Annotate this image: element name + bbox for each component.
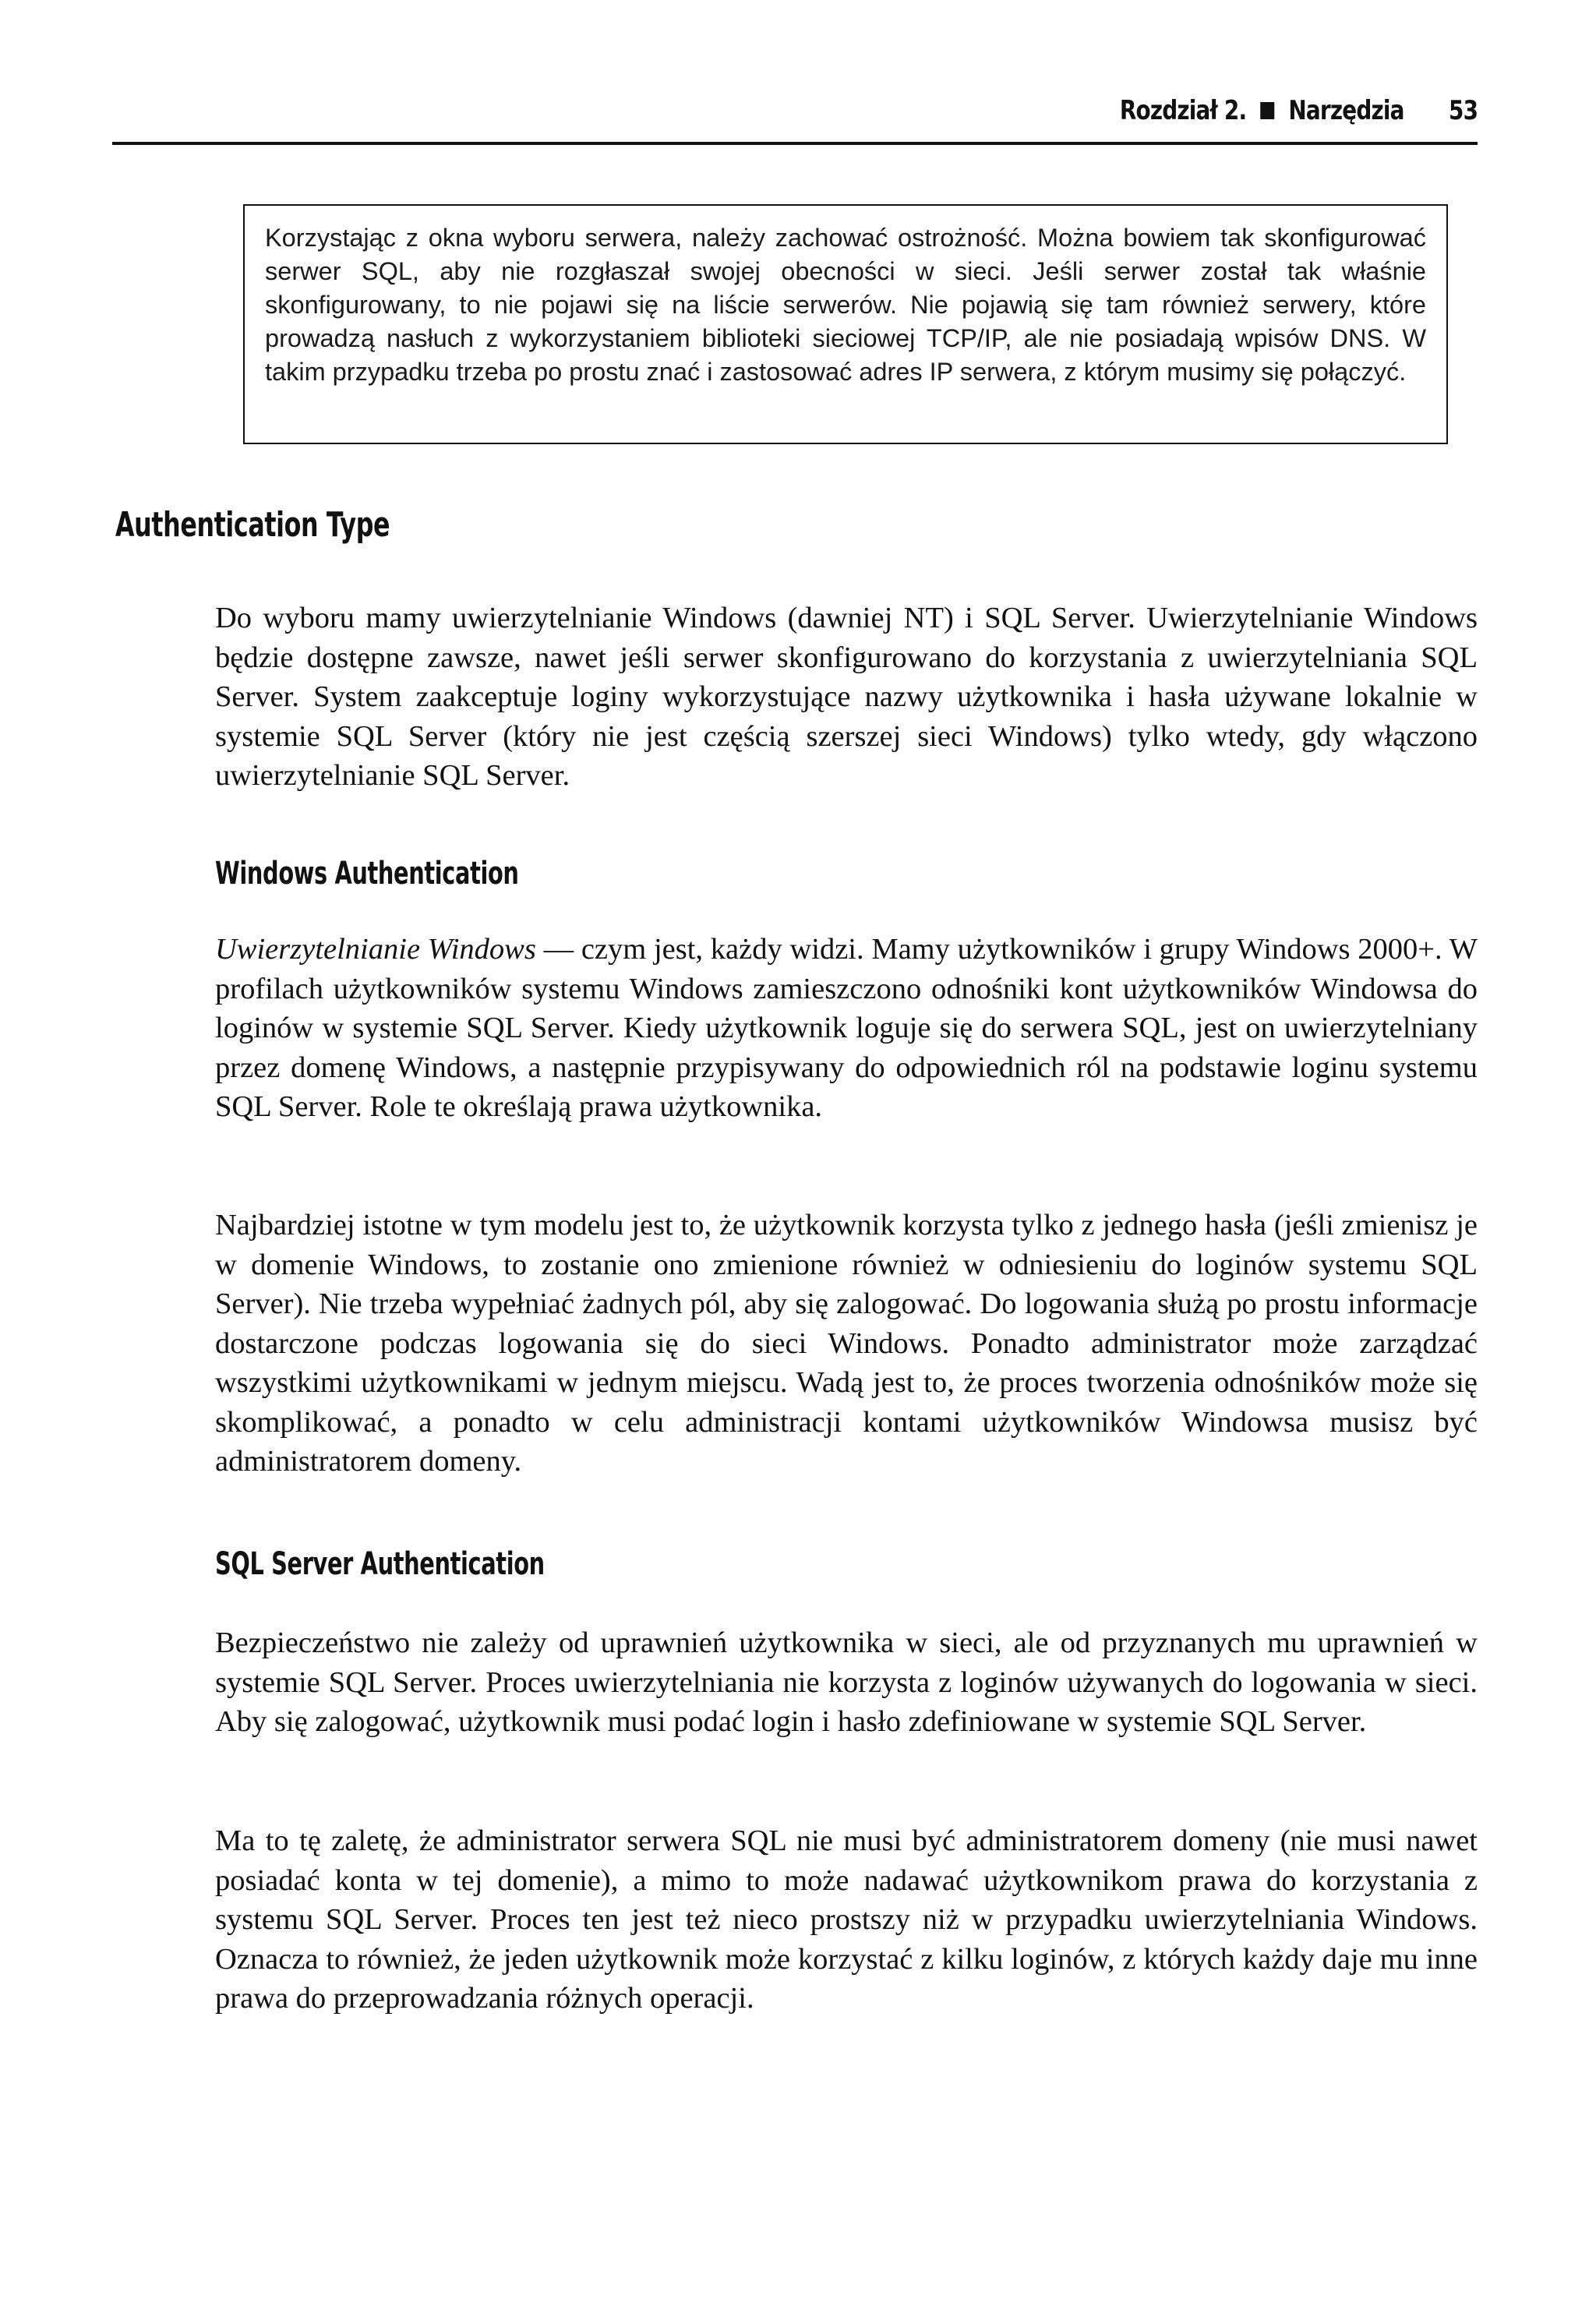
section-heading-authentication-type: Authentication Type	[115, 505, 390, 545]
note-box	[243, 204, 1448, 444]
chapter-title: Narzędzia	[1288, 95, 1404, 126]
running-header-text	[1120, 95, 1478, 126]
chapter-label: Rozdział 2.	[1119, 95, 1247, 126]
paragraph-windows-auth-1	[215, 930, 1478, 1127]
running-header	[112, 92, 1478, 145]
page-number: 53	[1448, 95, 1478, 126]
italic-term: Uwierzytelnianie Windows	[215, 933, 536, 966]
paragraph-windows-auth-1-rest: — czym jest, każdy widzi. Mamy użytkowników i grupy Windows 2000+. W profilach użytkowników systemu Windows zamieszczono odnośniki kont użytkowników Windowsa do loginów w systemie SQL Server. Kiedy użytkownik loguje się do serwera SQL, jest on uwierzytelniany przez domenę Windows, a następnie przypisywany do odpowiednich ról na podstawie loginu systemu SQL Server. Role te określają prawa użytkownika.	[215, 933, 1478, 1123]
paragraph-windows-auth-2: Najbardziej istotne w tym modelu jest to, że użytkownik korzysta tylko z jednego hasła (jeśli zmienisz je w domenie Windows, to zostanie ono zmienione również w odniesieniu do loginów systemu SQL Server). Nie trzeba wypełniać żadnych pól, aby się zalogować. Do logowania służą po prostu informacje dostarczone podczas logowania się do sieci Windows. Ponadto administrator może zarządzać wszystkimi użytkownikami w jednym miejscu. Wadą jest to, że proces tworzenia odnośników może się skomplikować, a ponadto w celu administracji kontami użytkowników Windowsa musisz być administratorem domeny.	[215, 1209, 1478, 1478]
paragraph-authentication-type: Do wyboru mamy uwierzytelnianie Windows (dawniej NT) i SQL Server. Uwierzytelnianie Windows będzie dostępne zawsze, nawet jeśli serwer skonfigurowano do korzystania z uwierzytelniania SQL Server. System zaakceptuje loginy wykorzystujące nazwy użytkownika i hasła używane lokalnie w systemie SQL Server (który nie jest częścią szerszej sieci Windows) tylko wtedy, gdy włączono uwierzytelnianie SQL Server.	[215, 602, 1478, 792]
note-text: Korzystając z okna wyboru serwera, należy zachować ostrożność. Można bowiem tak skonfigurować serwer SQL, aby nie rozgłaszał swojej obecności w sieci. Jeśli serwer został tak właśnie skonfigurowany, to nie pojawi się na liście serwerów. Nie pojawią się tam również serwery, które prowadzą nasłuch z wykorzystaniem biblioteki sieciowej TCP/IP, ale nie posiadają wpisów DNS. W takim przypadku trzeba po prostu znać i zastosować adres IP serwera, z którym musimy się połączyć.	[265, 224, 1426, 386]
paragraph-sql-auth-1: Bezpieczeństwo nie zależy od uprawnień użytkownika w sieci, ale od przyznanych mu uprawnień w systemie SQL Server. Proces uwierzytelniania nie korzysta z loginów używanych do logowania w sieci. Aby się zalogować, użytkownik musi podać login i hasło zdefiniowane w systemie SQL Server.	[215, 1626, 1478, 1738]
subsection-heading-windows-authentication: Windows Authentication	[215, 856, 519, 892]
square-bullet-icon	[1260, 102, 1274, 119]
subsection-heading-sql-server-authentication: SQL Server Authentication	[215, 1546, 545, 1582]
paragraph-sql-auth-2: Ma to tę zaletę, że administrator serwera SQL nie musi być administratorem domeny (nie musi nawet posiadać konta w tej domenie), a mimo to może nadawać użytkownikom prawa do korzystania z systemu SQL Server. Proces ten jest też nieco prostszy niż w przypadku uwierzytelniania Windows. Oznacza to również, że jeden użytkownik może korzystać z kilku loginów, z których każdy daje mu inne prawa do przeprowadzania różnych operacji.	[215, 1824, 1478, 2015]
